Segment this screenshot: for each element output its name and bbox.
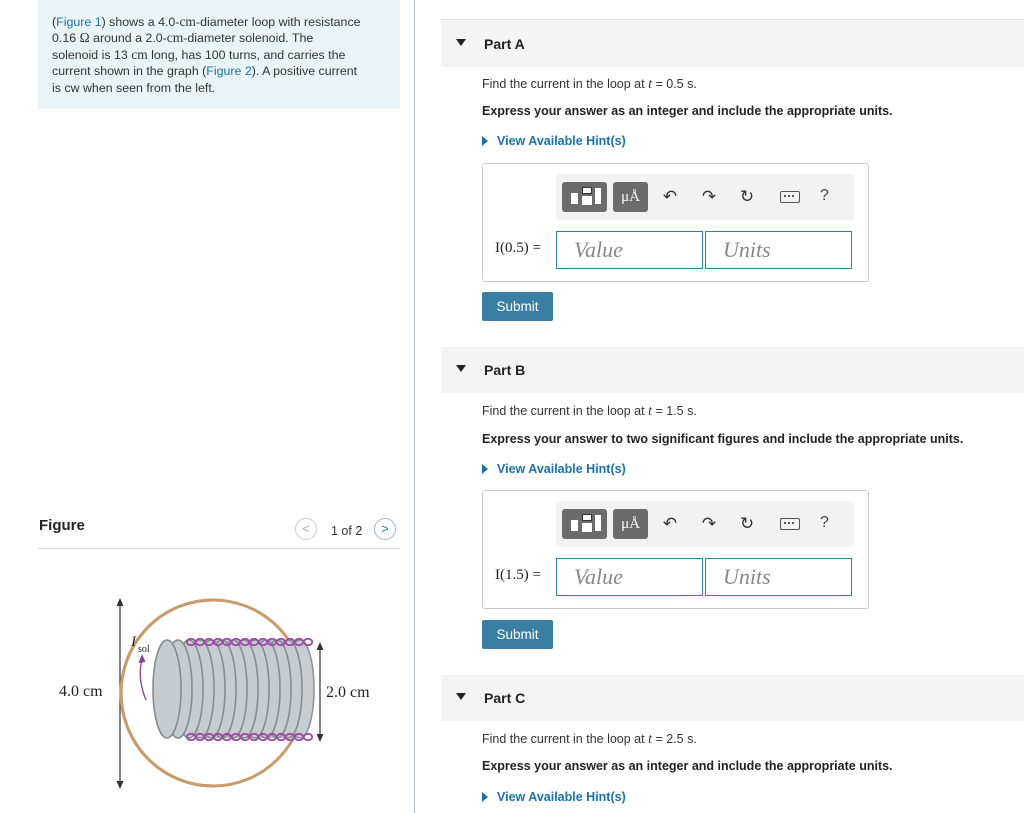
chevron-left-icon: < — [302, 521, 310, 536]
part-b-submit-button[interactable]: Submit — [482, 620, 553, 649]
next-figure-button[interactable] — [374, 518, 396, 540]
loop-diameter-label: 4.0 cm — [59, 683, 103, 700]
reset-icon[interactable]: ↻ — [739, 514, 755, 533]
part-b-hint-link[interactable]: View Available Hint(s) — [482, 462, 626, 476]
figure-title: Figure — [39, 517, 85, 534]
part-a-title: Part A — [484, 36, 525, 52]
column-divider — [414, 0, 415, 813]
part-b-units-input[interactable]: Units — [705, 558, 852, 596]
caret-right-icon — [482, 792, 488, 802]
part-c-header[interactable] — [441, 675, 1024, 721]
part-a-submit-button[interactable]: Submit — [482, 292, 553, 321]
figure-pager-text: 1 of 2 — [331, 524, 363, 538]
part-c-question: Find the current in the loop at t = 2.5 s. — [482, 732, 697, 747]
figure-1-link[interactable]: Figure 1 — [56, 15, 102, 29]
figure-divider — [38, 548, 400, 549]
prev-figure-button[interactable] — [295, 518, 317, 540]
templates-button[interactable] — [562, 509, 607, 539]
undo-icon[interactable]: ↶ — [662, 187, 678, 206]
redo-icon[interactable]: ↷ — [701, 514, 717, 533]
part-b-title: Part B — [484, 362, 526, 378]
problem-statement: (Figure 1) shows a 4.0-cm-diameter loop with resistance 0.16 Ω around a 2.0-cm-diameter solenoid. The solenoid is 13 cm long, has 100 turns, and carries the current shown in the graph (Figure 2). A positive current is cw when seen from the left. — [38, 0, 400, 109]
part-c-hint-link[interactable]: View Available Hint(s) — [482, 790, 626, 804]
part-b-header[interactable] — [441, 347, 1024, 393]
current-label-subscript: sol — [138, 644, 150, 655]
keyboard-icon[interactable] — [780, 518, 800, 530]
undo-icon[interactable]: ↶ — [662, 514, 678, 533]
part-c-title: Part C — [484, 690, 526, 706]
solenoid-diameter-label: 2.0 cm — [326, 684, 370, 701]
part-b-answer-box — [482, 490, 869, 609]
part-c-instruction: Express your answer as an integer and include the appropriate units. — [482, 759, 893, 773]
math-toolbar — [556, 501, 854, 547]
solenoid-loop-figure — [38, 590, 400, 800]
part-a-answer-label: I(0.5) = — [495, 240, 541, 256]
reset-icon[interactable]: ↻ — [739, 187, 755, 206]
caret-right-icon — [482, 464, 488, 474]
caret-right-icon — [482, 136, 488, 146]
chevron-right-icon: > — [381, 521, 389, 536]
part-a-units-input[interactable]: Units — [705, 231, 852, 269]
part-a-question: Find the current in the loop at t = 0.5 s. — [482, 77, 697, 92]
caret-down-icon — [456, 39, 466, 46]
caret-down-icon — [456, 365, 466, 372]
help-button[interactable]: ? — [820, 187, 829, 204]
part-a-header[interactable] — [441, 21, 1024, 67]
part-b-answer-label: I(1.5) = — [495, 567, 541, 583]
redo-icon[interactable]: ↷ — [701, 187, 717, 206]
part-a-hint-link[interactable]: View Available Hint(s) — [482, 134, 626, 148]
part-a-value-input[interactable]: Value — [556, 231, 703, 269]
current-label: I — [131, 634, 136, 650]
caret-down-icon — [456, 693, 466, 700]
top-rule — [441, 19, 1024, 20]
part-a-instruction: Express your answer as an integer and include the appropriate units. — [482, 104, 893, 118]
templates-button[interactable] — [562, 182, 607, 212]
help-button[interactable]: ? — [820, 514, 829, 531]
solenoid — [153, 639, 314, 740]
math-toolbar — [556, 174, 854, 220]
part-a-answer-box — [482, 163, 869, 282]
solenoid-diameter-dimension — [317, 642, 324, 742]
part-b-question: Find the current in the loop at t = 1.5 s. — [482, 404, 697, 419]
part-b-instruction: Express your answer to two significant figures and include the appropriate units. — [482, 432, 964, 446]
part-b-value-input[interactable]: Value — [556, 558, 703, 596]
units-button[interactable]: μÅ — [613, 509, 648, 539]
figure-2-link[interactable]: Figure 2 — [206, 64, 252, 79]
current-direction-arrow — [139, 654, 147, 700]
keyboard-icon[interactable] — [780, 191, 800, 203]
units-button[interactable]: μÅ — [613, 182, 648, 212]
